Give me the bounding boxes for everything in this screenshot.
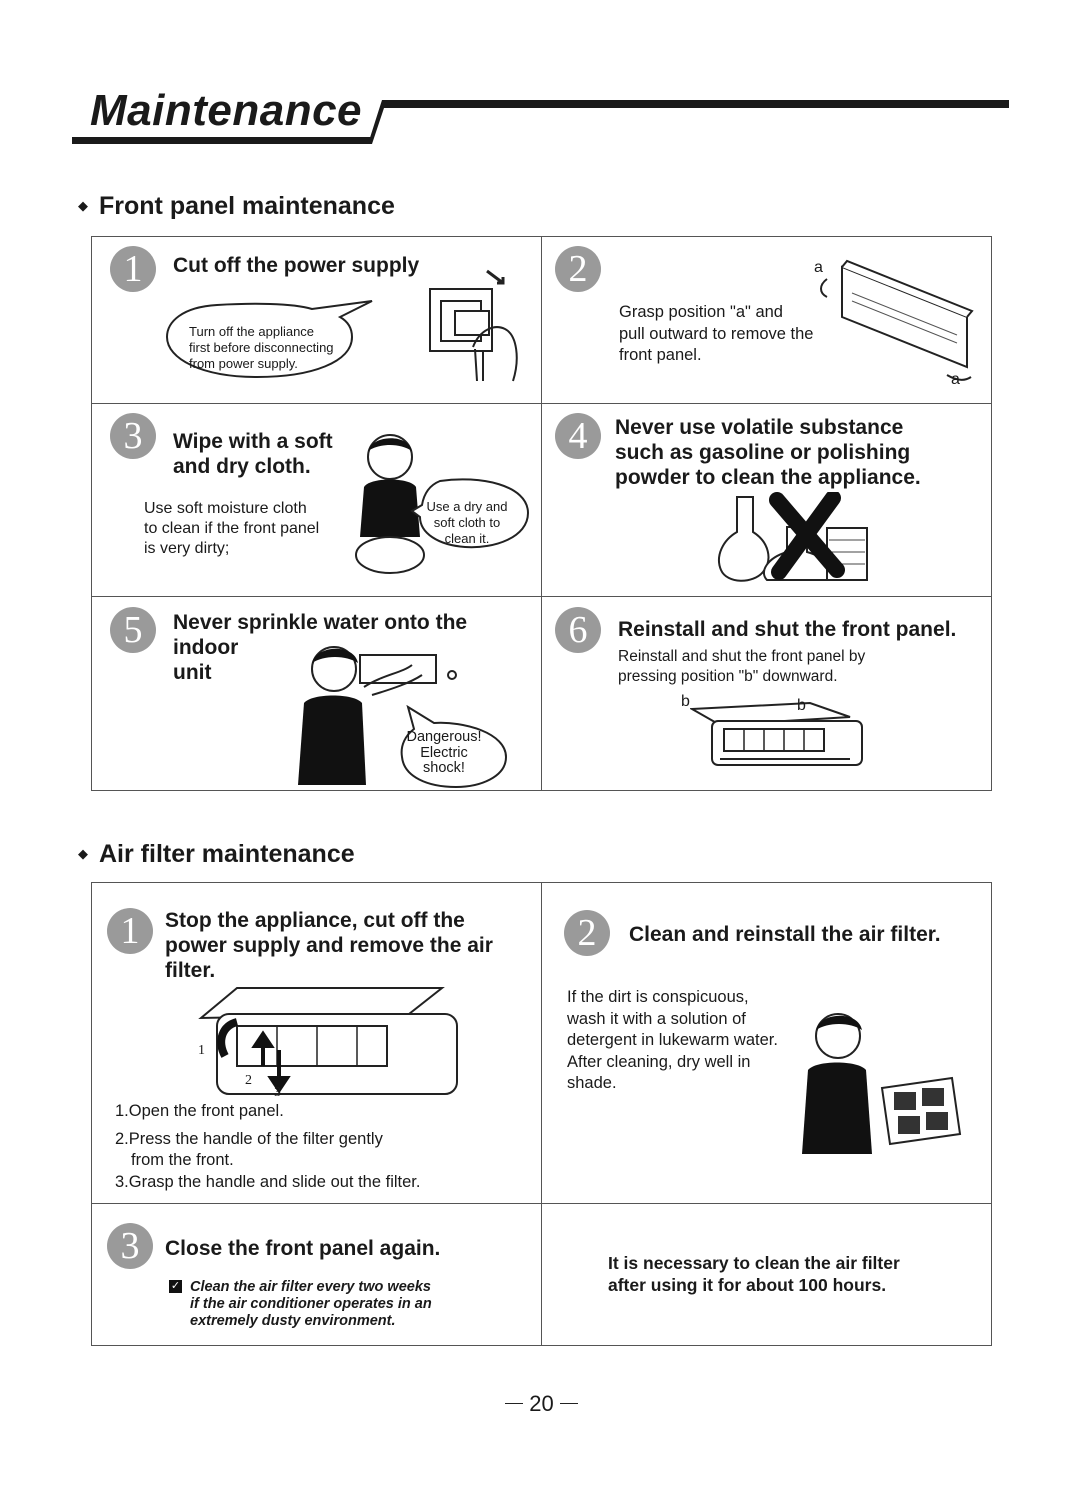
bubble-text: Turn off the appliance first before disconnecting from power supply. (189, 324, 334, 371)
diamond-bullet-icon: ◆ (78, 846, 88, 861)
step-number-badge: 3 (107, 1223, 153, 1269)
step-title: Wipe with a soft and dry cloth. (173, 430, 333, 478)
step-text: Reinstall and shut the front panel by pressing position "b" downward. (618, 648, 866, 685)
grid-divider (541, 883, 542, 1345)
filter-removal-figure (197, 986, 462, 1106)
step-note: Clean the air filter every two weeks if the air conditioner operates in an extremely dusty environment. (190, 1279, 432, 1329)
step-number-badge: 1 (110, 246, 156, 292)
step-number-badge: 5 (110, 607, 156, 653)
cleaning-notice: It is necessary to clean the air filter after using it for about 100 hours. (608, 1253, 900, 1295)
position-label: a (814, 259, 823, 276)
figure-label: 1 (198, 1043, 205, 1058)
step-number-badge: 1 (107, 908, 153, 954)
step-number-badge: 3 (110, 413, 156, 459)
step-number-badge: 4 (555, 413, 601, 459)
step-text: Use soft moisture cloth to clean if the front panel is very dirty; (144, 500, 320, 557)
grid-divider (92, 596, 991, 597)
step-title: Close the front panel again. (165, 1237, 441, 1260)
bubble-text: Dangerous! Electric shock! (406, 729, 482, 776)
air-conditioner-open-icon (690, 695, 880, 777)
step-title: Stop the appliance, cut off the power supply and remove the air filter. (165, 909, 493, 982)
power-switch-icon (425, 269, 525, 387)
step-title: Clean and reinstall the air filter. (629, 923, 941, 946)
position-label: b (681, 693, 690, 710)
diamond-bullet-icon: ◆ (78, 198, 88, 213)
step-title: Never sprinkle water onto the indoor unit (173, 611, 468, 684)
figure-label: 3 (274, 1085, 281, 1100)
air-filter-grid (91, 882, 992, 1346)
front-panel-grid (91, 236, 992, 791)
front-panel-section-title: ◆ Front panel maintenance (78, 192, 395, 220)
page-number: 20 (0, 1391, 1083, 1417)
checkbox-icon: ✓ (170, 1280, 181, 1292)
step-title: Never use volatile substance such as gasoline or polishing powder to clean the appliance. (615, 416, 921, 489)
figure-label: 2 (245, 1073, 252, 1088)
page-heading (72, 80, 1012, 152)
grid-divider (541, 237, 542, 790)
person-washing-filter-icon (792, 1008, 967, 1158)
step-text: Grasp position "a" and pull outward to remove the front panel. (619, 303, 814, 364)
step-number-badge: 2 (564, 910, 610, 956)
chemical-bottles-crossed-icon (717, 492, 887, 587)
air-filter-section-title: ◆ Air filter maintenance (78, 840, 355, 868)
step-title: Reinstall and shut the front panel. (618, 618, 957, 641)
step-title: Cut off the power supply (173, 254, 420, 277)
position-label: b (797, 697, 806, 714)
position-label: a (951, 371, 960, 388)
grid-divider (92, 1203, 991, 1204)
step-number-badge: 2 (555, 246, 601, 292)
step-instructions: 1.Open the front panel. 2.Press the handle of the filter gently from the front. 3.Grasp the handle and slide out the filter. (115, 1102, 421, 1191)
bubble-text: Use a dry and soft cloth to clean it. (426, 499, 508, 546)
step-number-badge: 6 (555, 607, 601, 653)
page-title: Maintenance (90, 86, 363, 135)
step-text: If the dirt is conspicuous, wash it with a solution of detergent in lukewarm water. After cleaning, dry well in shade. (567, 988, 778, 1092)
grid-divider (92, 403, 991, 404)
